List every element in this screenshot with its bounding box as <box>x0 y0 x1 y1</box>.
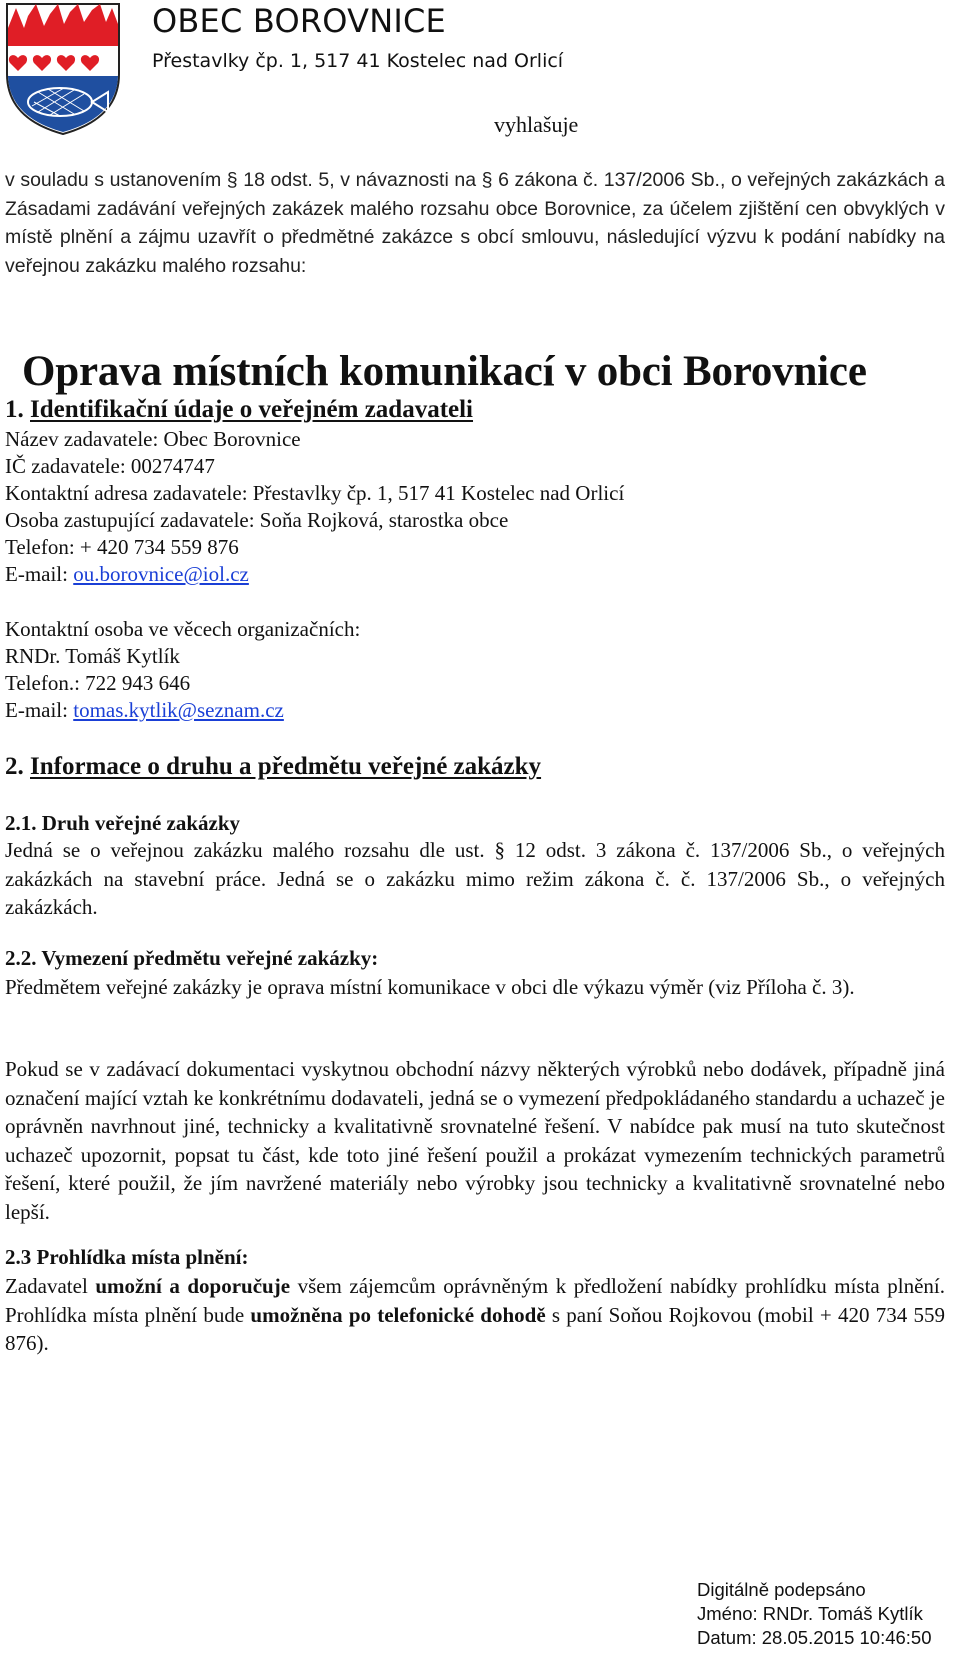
org-contact-email-label: E-mail: <box>5 698 74 722</box>
org-contact-label: Kontaktní osoba ve věcech organizačních: <box>5 617 361 641</box>
subsection-2-2-title: 2.2. Vymezení předmětu veřejné zakázky: <box>5 946 379 970</box>
section-1-title: Identifikační údaje o veřejném zadavateli <box>30 396 474 423</box>
subsection-2-3-text <box>5 1272 945 1358</box>
section-1-heading <box>5 396 473 424</box>
section-2-heading <box>5 753 541 781</box>
org-contact-email-line <box>5 698 284 723</box>
contracting-ic: IČ zadavatele: 00274747 <box>5 454 215 478</box>
org-address: Přestavlky čp. 1, 517 41 Kostelec nad Orlicí <box>152 50 564 72</box>
email-label: E-mail: <box>5 562 74 586</box>
signature-line-2: Jméno: RNDr. Tomáš Kytlík <box>697 1603 923 1624</box>
contracting-email-link[interactable]: ou.borovnice@iol.cz <box>73 562 249 586</box>
contracting-address: Kontaktní adresa zadavatele: Přestavlky čp. 1, 517 41 Kostelec nad Orlicí <box>5 481 625 505</box>
contracting-representative: Osoba zastupující zadavatele: Soňa Rojková, starostka obce <box>5 508 509 532</box>
coat-of-arms-logo <box>4 2 122 136</box>
contracting-phone: Telefon: + 420 734 559 876 <box>5 535 239 559</box>
intro-paragraph: v souladu s ustanovením § 18 odst. 5, v návaznosti na § 6 zákona č. 137/2006 Sb., o veřejných zakázkách a Zásadami zadávání veřejných zakázek malého rozsahu obce Borovnice, za účelem zjištění cen obvyklých v místě plnění a zájmu uzavřít o předmětné zakázce s obcí smlouvu, následující výzvu k podání nabídky na veřejnou zakázku malého rozsahu: <box>5 169 945 277</box>
subsection-2-3-text-part: Zadavatel <box>5 1274 96 1298</box>
contracting-name: Název zadavatele: Obec Borovnice <box>5 427 301 451</box>
org-contact-name: RNDr. Tomáš Kytlík <box>5 644 180 668</box>
subsection-2-1-title: 2.1. Druh veřejné zakázky <box>5 811 241 835</box>
subsection-2-2-text-2: Pokud se v zadávací dokumentaci vyskytnou obchodní názvy některých výrobků nebo dodávek, případně jiná označení mající vztah ke konkrétnímu dodavateli, jedná se o vymezení předpokládaného standardu a uchazeč je oprávněn navrhnout jiné, technicky a kvalitativně srovnatelné řešení. V nabídce pak musí na tuto skutečnost uchazeč upozornit, popsat tu část, kde toto jiné řešení použil a prokázat vymezením technických parametrů řešení, které použil, že jím navržené materiály nebo výrobky jsou technicky a kvalitativně srovnatelné nebo lepší. <box>5 1057 945 1224</box>
section-2-title: Informace o druhu a předmětu veřejné zakázky <box>30 753 542 780</box>
page-title: Oprava místních komunikací v obci Borovnice <box>22 348 867 395</box>
subsection-2-3-bold-2: umožněna po telefonické dohodě <box>250 1302 546 1327</box>
contracting-email-line <box>5 562 249 587</box>
subsection-2-3-bold-1: umožní a doporučuje <box>95 1274 291 1298</box>
org-name: OBEC BOROVNICE <box>152 2 446 40</box>
org-contact-phone: Telefon.: 722 943 646 <box>5 671 191 695</box>
subsection-2-3-text-part: všem zájemcům oprávněným k předložení nabídky prohlídku místa plnění. Prohlídka místa plnění bude <box>5 1274 946 1327</box>
signature-line-1: Digitálně podepsáno <box>697 1579 866 1600</box>
subsection-2-2-text: Předmětem veřejné zakázky je oprava místní komunikace v obci dle výkazu výměr (viz Příloha č. 3). <box>5 975 855 999</box>
proclaims-label: vyhlašuje <box>494 112 579 137</box>
subsection-2-3-title: 2.3 Prohlídka místa plnění: <box>5 1245 249 1269</box>
digital-signature <box>697 1578 932 1650</box>
signature-line-3: Datum: 28.05.2015 10:46:50 <box>697 1627 932 1648</box>
section-2-number: 2. <box>5 753 24 780</box>
section-1-number: 1. <box>5 396 24 423</box>
subsection-2-1-text: Jedná se o veřejnou zakázku malého rozsahu dle ust. § 12 odst. 3 zákona č. 137/2006 Sb., o veřejných zakázkách na stavební práce. Jedná se o zakázku mimo režim zákona č. č. 137/2006 Sb., o veřejných zakázkách. <box>5 838 945 919</box>
subsection-2-3-text-part: s paní Soňou Rojkovou (mobil + 420 734 559 876). <box>5 1302 945 1355</box>
org-contact-email-link[interactable]: tomas.kytlik@seznam.cz <box>73 698 284 722</box>
